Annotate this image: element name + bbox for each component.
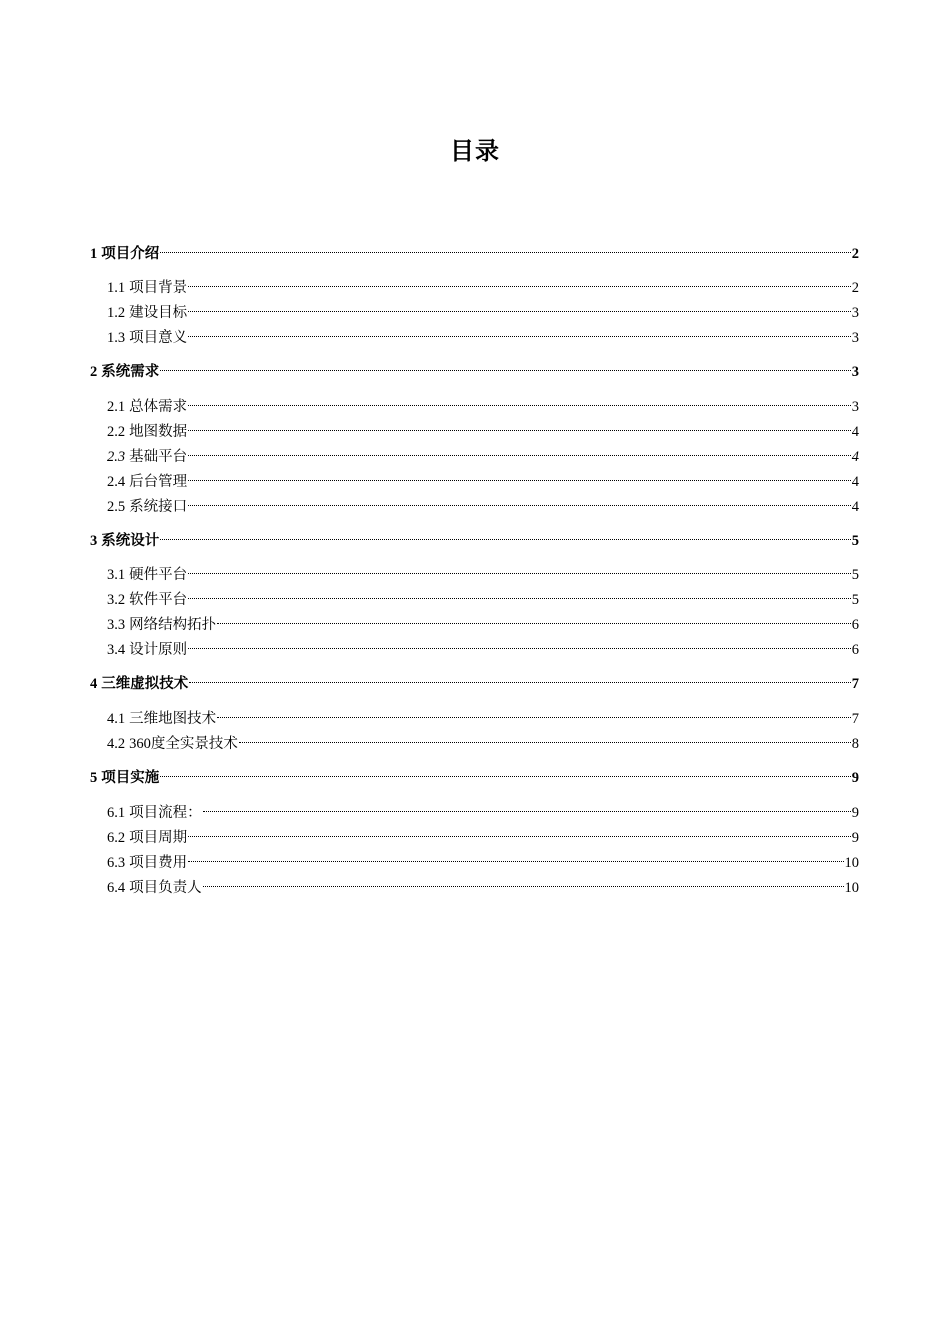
toc-entry-title: 后台管理 bbox=[129, 474, 188, 490]
toc-section-entry[interactable] bbox=[107, 845, 859, 871]
toc-entry-number: 2.3 bbox=[107, 449, 126, 465]
toc-entry-title: 项目负责人 bbox=[129, 880, 202, 896]
toc-entry-title: 三维虚拟技术 bbox=[101, 676, 189, 692]
toc-section-entry[interactable] bbox=[107, 464, 859, 490]
toc-page-number: 7 bbox=[851, 711, 859, 727]
toc-entry-number: 1.1 bbox=[107, 280, 126, 296]
toc-dot-leader bbox=[188, 582, 851, 604]
toc-dot-leader bbox=[188, 295, 851, 317]
toc-page-number: 6 bbox=[851, 642, 859, 658]
toc-section-entry[interactable] bbox=[107, 439, 859, 465]
toc-entry-number: 4 bbox=[90, 676, 98, 692]
toc-entry-number: 6.4 bbox=[107, 880, 126, 896]
toc-entry-title: 项目周期 bbox=[129, 830, 188, 846]
toc-section-entry[interactable] bbox=[107, 795, 859, 821]
toc-dot-leader bbox=[188, 845, 843, 867]
toc-entry-number: 5 bbox=[90, 770, 98, 786]
toc-section-entry[interactable] bbox=[107, 701, 859, 727]
toc-entry-title: 项目背景 bbox=[129, 280, 188, 296]
toc-entry-number: 3.1 bbox=[107, 567, 126, 583]
toc-entry-number: 4.1 bbox=[107, 711, 126, 727]
toc-entry-title: 360度全实景技术 bbox=[129, 736, 238, 752]
toc-entry-number: 2.2 bbox=[107, 424, 126, 440]
toc-dot-leader bbox=[217, 607, 851, 629]
toc-entry-title: 项目流程： bbox=[129, 805, 202, 821]
toc-entry-title: 项目意义 bbox=[129, 330, 188, 346]
toc-page-number: 4 bbox=[851, 474, 859, 490]
toc-section-entry[interactable] bbox=[107, 320, 859, 346]
toc-entry-title: 系统设计 bbox=[101, 533, 160, 549]
toc-section-entry[interactable] bbox=[107, 414, 859, 440]
toc-chapter-entry[interactable] bbox=[90, 666, 859, 692]
toc-dot-leader bbox=[188, 320, 851, 342]
toc-section-entry[interactable] bbox=[107, 389, 859, 415]
toc-dot-leader bbox=[160, 354, 851, 376]
toc-entry-number: 2.5 bbox=[107, 499, 126, 515]
toc-dot-leader bbox=[188, 489, 851, 511]
toc-page-number: 5 bbox=[851, 592, 859, 608]
toc-dot-leader bbox=[188, 389, 851, 411]
toc-entry-title: 总体需求 bbox=[129, 399, 188, 415]
toc-chapter-entry[interactable] bbox=[90, 523, 859, 549]
toc-section-entry[interactable] bbox=[107, 607, 859, 633]
toc-entry-number: 1 bbox=[90, 246, 98, 262]
toc-dot-leader bbox=[203, 870, 844, 892]
toc-entry-number: 3.4 bbox=[107, 642, 126, 658]
toc-chapter-entry[interactable] bbox=[90, 760, 859, 786]
toc-section-entry[interactable] bbox=[107, 295, 859, 321]
toc-page-number: 7 bbox=[851, 676, 859, 692]
toc-entry-number: 6.1 bbox=[107, 805, 126, 821]
toc-entry-title: 建设目标 bbox=[129, 305, 188, 321]
toc-section-entry[interactable] bbox=[107, 582, 859, 608]
toc-page-number: 2 bbox=[851, 280, 859, 296]
toc-entry-title: 软件平台 bbox=[129, 592, 188, 608]
toc-section-entry[interactable] bbox=[107, 270, 859, 296]
toc-dot-leader bbox=[160, 236, 851, 258]
toc-entry-title: 基础平台 bbox=[129, 449, 188, 465]
toc-dot-leader bbox=[188, 632, 851, 654]
toc-chapter-entry[interactable] bbox=[90, 354, 859, 380]
toc-section-entry[interactable] bbox=[107, 870, 859, 896]
toc-section-entry[interactable] bbox=[107, 820, 859, 846]
toc-entry-title: 地图数据 bbox=[129, 424, 188, 440]
toc-entry-title: 系统接口 bbox=[129, 499, 188, 515]
page-title: 目录 bbox=[450, 137, 500, 165]
toc-entry-number: 3.2 bbox=[107, 592, 126, 608]
toc-entry-title: 系统需求 bbox=[101, 364, 160, 380]
toc-page-number: 5 bbox=[851, 567, 859, 583]
toc-entry-title: 网络结构拓扑 bbox=[129, 617, 217, 633]
toc-entry-number: 3.3 bbox=[107, 617, 126, 633]
toc-page-number: 9 bbox=[851, 830, 859, 846]
toc-page-number: 10 bbox=[844, 880, 859, 896]
toc-entry-number: 1.3 bbox=[107, 330, 126, 346]
toc-dot-leader bbox=[203, 795, 851, 817]
toc-dot-leader bbox=[188, 464, 851, 486]
toc-chapter-entry[interactable] bbox=[90, 236, 859, 262]
toc-section-entry[interactable] bbox=[107, 489, 859, 515]
toc-entry-title: 项目实施 bbox=[101, 770, 160, 786]
toc-page-number: 10 bbox=[844, 855, 859, 871]
toc-entry-title: 三维地图技术 bbox=[129, 711, 217, 727]
toc-page-number: 9 bbox=[851, 805, 859, 821]
toc-dot-leader bbox=[188, 439, 851, 461]
toc-entry-number: 2.4 bbox=[107, 474, 126, 490]
toc-dot-leader bbox=[217, 701, 851, 723]
toc-page-number: 3 bbox=[851, 330, 859, 346]
toc-section-entry[interactable] bbox=[107, 632, 859, 658]
toc-section-entry[interactable] bbox=[107, 726, 859, 752]
toc-dot-leader bbox=[188, 414, 851, 436]
toc-entry-title: 项目介绍 bbox=[101, 246, 160, 262]
toc-dot-leader bbox=[160, 760, 851, 782]
toc-entry-number: 2 bbox=[90, 364, 98, 380]
toc-dot-leader bbox=[188, 820, 851, 842]
toc-page-number: 4 bbox=[851, 499, 859, 515]
toc-section-entry[interactable] bbox=[107, 557, 859, 583]
toc-page-number: 3 bbox=[851, 364, 859, 380]
toc-entry-number: 2.1 bbox=[107, 399, 126, 415]
toc-entry-number: 6.3 bbox=[107, 855, 126, 871]
toc-page-number: 3 bbox=[851, 399, 859, 415]
toc-dot-leader bbox=[188, 557, 851, 579]
toc-entry-title: 设计原则 bbox=[129, 642, 188, 658]
toc-dot-leader bbox=[239, 726, 851, 748]
toc-page-number: 4 bbox=[851, 424, 859, 440]
toc-entry-title: 硬件平台 bbox=[129, 567, 188, 583]
toc-entry-title: 项目费用 bbox=[129, 855, 188, 871]
toc-page-number: 4 bbox=[851, 449, 859, 465]
toc-dot-leader bbox=[188, 270, 851, 292]
toc-page-number: 2 bbox=[851, 246, 859, 262]
toc-page-number: 3 bbox=[851, 305, 859, 321]
toc-dot-leader bbox=[160, 523, 851, 545]
toc-page-number: 5 bbox=[851, 533, 859, 549]
toc-page-number: 8 bbox=[851, 736, 859, 752]
toc-page-number: 9 bbox=[851, 770, 859, 786]
toc-dot-leader bbox=[189, 666, 851, 688]
toc-entry-number: 6.2 bbox=[107, 830, 126, 846]
toc-entry-number: 3 bbox=[90, 533, 98, 549]
toc-entry-number: 1.2 bbox=[107, 305, 126, 321]
toc-entry-number: 4.2 bbox=[107, 736, 126, 752]
toc-page-number: 6 bbox=[851, 617, 859, 633]
